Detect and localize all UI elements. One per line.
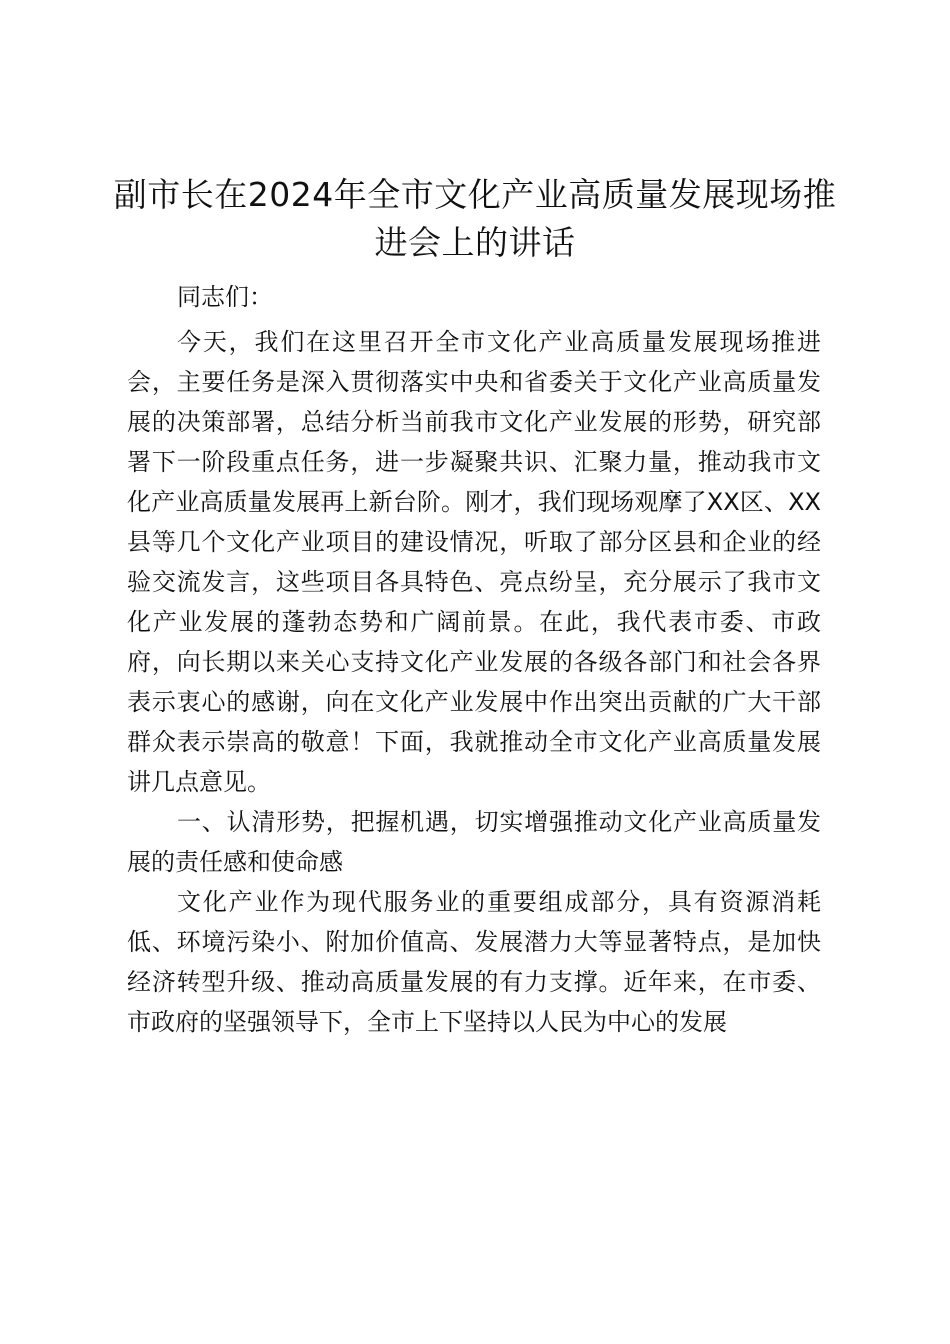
greeting-text: 同志们： <box>177 283 273 311</box>
document-title: 副市长在2024年全市文化产业高质量发展现场推进会上的讲话 <box>113 175 837 262</box>
document-body <box>127 322 821 1042</box>
paragraph-section-1: 文化产业作为现代服务业的重要组成部分，具有资源消耗低、环境污染小、附加价值高、发展潜力大等显著特点，是加快经济转型升级、推动高质量发展的有力支撑。近年来，在市委、市政府的坚强领导下，全市上下坚持以人民为中心的发展 <box>127 888 821 1036</box>
paragraph-intro: 今天，我们在这里召开全市文化产业高质量发展现场推进会，主要任务是深入贯彻落实中央和省委关于文化产业高质量发展的决策部署，总结分析当前我市文化产业发展的形势，研究部署下一阶段重点任务，进一步凝聚共识、汇聚力量，推动我市文化产业高质量发展再上新台阶。刚才，我们现场观摩了XX区、XX县等几个文化产业项目的建设情况，听取了部分区县和企业的经验交流发言，这些项目各具特色、亮点纷呈，充分展示了我市文化产业发展的蓬勃态势和广阔前景。在此，我代表市委、市政府，向长期以来关心支持文化产业发展的各级各部门和社会各界表示衷心的感谢，向在文化产业发展中作出突出贡献的广大干部群众表示崇高的敬意！下面，我就推动全市文化产业高质量发展讲几点意见。 <box>127 328 821 796</box>
section-heading-1: 一、认清形势，把握机遇，切实增强推动文化产业高质量发展的责任感和使命感 <box>127 808 821 876</box>
greeting <box>127 277 821 317</box>
